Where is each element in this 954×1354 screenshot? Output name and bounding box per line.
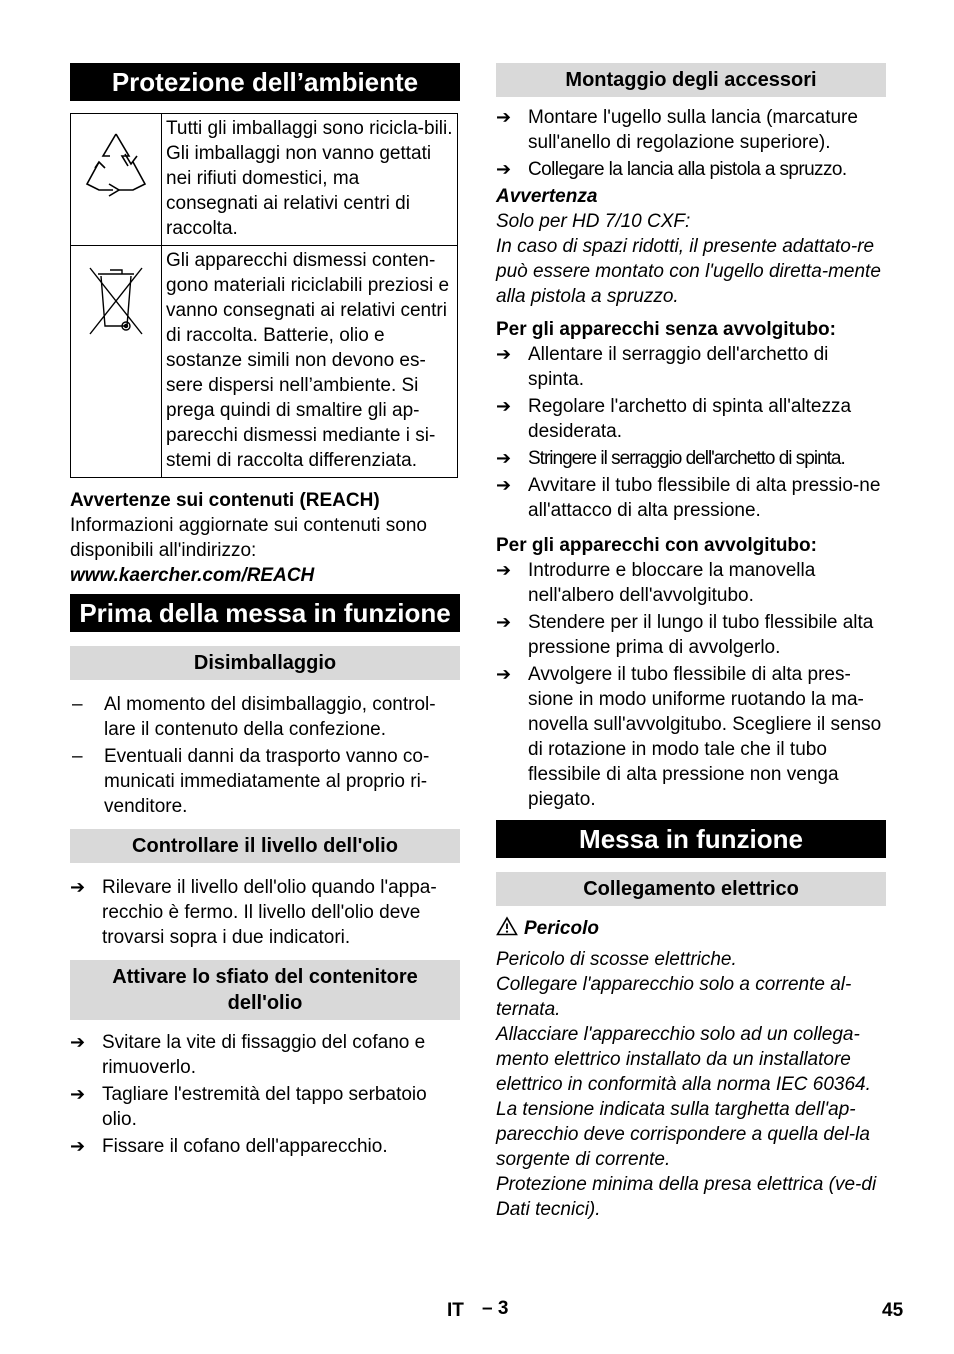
con-heading: Per gli apparecchi con avvolgitubo: bbox=[496, 535, 817, 556]
page-number: 45 bbox=[882, 1300, 904, 1321]
env-row-recycle bbox=[71, 114, 458, 246]
dash-marker: – bbox=[72, 746, 83, 767]
pericolo-label: Pericolo bbox=[524, 918, 599, 939]
list-item: ➔ Introdurre e bloccare la manovella nell'albero dell'avvolgitubo. bbox=[496, 560, 816, 606]
list-item: ➔ Regolare l'archetto di spinta all'altezza desiderata. bbox=[496, 396, 852, 442]
reach-link[interactable]: www.kaercher.com/REACH bbox=[70, 565, 315, 586]
avvertenza-line: Solo per HD 7/10 CXF: bbox=[496, 211, 691, 232]
env-heading: Protezione dell’ambiente bbox=[70, 63, 460, 101]
list-item: ➔ Rilevare il livello dell'olio quando l'appa-recchio è fermo. Il livello dell'olio deve trovarsi sopra i due indicatori. bbox=[70, 877, 437, 948]
env-table bbox=[70, 113, 458, 478]
arrow-right-icon: ➔ bbox=[70, 1136, 86, 1156]
messa-heading: Messa in funzione bbox=[496, 820, 886, 858]
pericolo-row bbox=[496, 916, 886, 941]
arrow-right-icon: ➔ bbox=[70, 1084, 86, 1104]
footer-section-page: – 3 bbox=[482, 1298, 509, 1319]
list-item: ➔ Avvolgere il tubo flessibile di alta pres-sione in modo uniforme ruotando la ma-novella sull'avvolgitubo. Scegliere il senso di rotazione in modo tale che il tubo flessibile di alta pressione non venga piegato. bbox=[496, 664, 882, 810]
avvertenza-line: In caso di spazi ridotti, il presente adattato-re può essere montato con l'ugello diretta-mente alla pistola a spruzzo. bbox=[496, 236, 881, 307]
list-item: ➔ Collegare la lancia alla pistola a spruzzo. bbox=[496, 159, 847, 180]
collegamento-heading: Collegamento elettrico bbox=[496, 872, 886, 906]
list-item: ➔ Montare l'ugello sulla lancia (marcature sull'anello di regolazione superiore). bbox=[496, 107, 858, 153]
env-row-bin bbox=[71, 246, 458, 478]
env-text-recycle: Tutti gli imballaggi sono ricicla-bili. Gli imballaggi non vanno gettati nei rifiuti domestici, ma consegnati ai relativi centri di raccolta. bbox=[162, 114, 458, 246]
disimballaggio-heading: Disimballaggio bbox=[70, 646, 460, 680]
footer-language: IT bbox=[447, 1300, 464, 1321]
list-item: ➔ Fissare il cofano dell'apparecchio. bbox=[70, 1136, 388, 1157]
crossed-bin-icon bbox=[86, 260, 146, 340]
dash-marker: – bbox=[72, 694, 83, 715]
list-item: ➔ Stendere per il lungo il tubo flessibile alta pressione prima di avvolgerlo. bbox=[496, 612, 874, 658]
sfiato-heading: Attivare lo sfiato del contenitore dell'olio bbox=[70, 960, 460, 1020]
pericolo-line: La tensione indicata sulla targhetta dell'ap-parecchio deve corrispondere a quella del-la sorgente di corrente. bbox=[496, 1099, 870, 1170]
warning-triangle-icon bbox=[496, 916, 518, 936]
pericolo-line: Allacciare l'apparecchio solo ad un collega-mento elettrico installato da un installatore elettrico in conformità alla norma IEC 60364. bbox=[496, 1024, 871, 1095]
arrow-right-icon: ➔ bbox=[496, 664, 512, 684]
list-item: ➔ Tagliare l'estremità del tappo serbatoio olio. bbox=[70, 1084, 427, 1130]
arrow-right-icon: ➔ bbox=[70, 1032, 86, 1052]
arrow-right-icon: ➔ bbox=[496, 159, 512, 179]
arrow-right-icon: ➔ bbox=[70, 877, 86, 897]
arrow-right-icon: ➔ bbox=[496, 344, 512, 364]
montaggio-heading: Montaggio degli accessori bbox=[496, 63, 886, 97]
prima-heading: Prima della messa in funzione bbox=[70, 594, 460, 632]
senza-heading: Per gli apparecchi senza avvolgitubo: bbox=[496, 319, 836, 340]
pericolo-line: Protezione minima della presa elettrica (ve-di Dati tecnici). bbox=[496, 1174, 877, 1220]
list-item: ➔ Avvitare il tubo flessibile di alta pressio-ne all'attacco di alta pressione. bbox=[496, 475, 881, 521]
reach-heading: Avvertenze sui contenuti (REACH) bbox=[70, 490, 380, 511]
olio-heading: Controllare il livello dell'olio bbox=[70, 829, 460, 863]
avvertenza-label: Avvertenza bbox=[496, 186, 598, 207]
list-item: ➔ Svitare la vite di fissaggio del cofano e rimuoverlo. bbox=[70, 1032, 426, 1078]
crossed-bin-icon-cell bbox=[71, 246, 162, 478]
list-item: – Eventuali danni da trasporto vanno co-municati immediatamente al proprio ri-venditore. bbox=[72, 746, 430, 817]
list-item: ➔ Allentare il serraggio dell'archetto di spinta. bbox=[496, 344, 829, 390]
recycle-icon-cell bbox=[71, 114, 162, 246]
arrow-right-icon: ➔ bbox=[496, 396, 512, 416]
pericolo-line: Collegare l'apparecchio solo a corrente al-ternata. bbox=[496, 974, 852, 1020]
arrow-right-icon: ➔ bbox=[496, 475, 512, 495]
arrow-right-icon: ➔ bbox=[496, 612, 512, 632]
pericolo-line: Pericolo di scosse elettriche. bbox=[496, 949, 737, 970]
recycle-icon bbox=[79, 128, 153, 208]
arrow-right-icon: ➔ bbox=[496, 560, 512, 580]
list-item: ➔ Stringere il serraggio dell'archetto di spinta. bbox=[496, 448, 845, 469]
arrow-right-icon: ➔ bbox=[496, 448, 512, 468]
left-column bbox=[70, 63, 460, 1161]
right-column bbox=[496, 63, 886, 1222]
reach-text: Informazioni aggiornate sui contenuti sono disponibili all'indirizzo: bbox=[70, 515, 428, 561]
env-text-bin: Gli apparecchi dismessi conten-gono materiali riciclabili preziosi e vanno consegnati ai relativi centri di raccolta. Batterie, olio e sostanze simili non devono es-sere dispersi nell’ambiente. Si prega quindi di smaltire gli ap-parecchi dismessi mediante i si-stemi di raccolta differenziata. bbox=[162, 246, 458, 478]
list-item: – Al momento del disimballaggio, control-lare il contenuto della confezione. bbox=[72, 694, 436, 740]
arrow-right-icon: ➔ bbox=[496, 107, 512, 127]
